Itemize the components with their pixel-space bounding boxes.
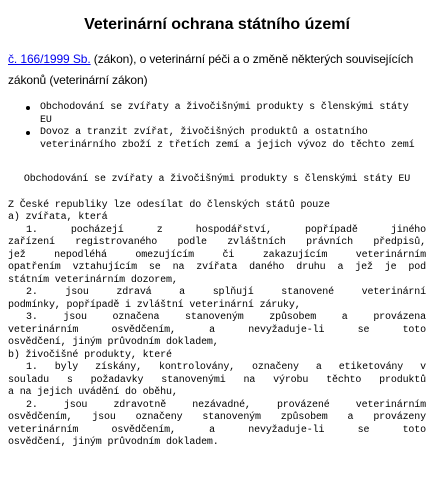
page-title: Veterinární ochrana státního území [84, 16, 350, 33]
body-line: 2. jsou zdravotně nezávadné, provázené veterinárním [26, 399, 426, 411]
body-line: zařízení registrovaného podle zvláštních právních předpisů, [8, 237, 426, 248]
body-line: a na jejich uvádění do oběhu, [8, 387, 178, 398]
body-line: 1. byly získány, kontrolovány, označeny a etiketovány v [26, 362, 426, 373]
body-line: b) živočišné produkty, které [8, 349, 172, 361]
body-line: státním veterinárním dozorem, [8, 274, 178, 286]
body-line: 3. jsou označena stanoveným způsobem a provázena [26, 312, 426, 323]
body-line: veterinárním osvědčením, a nevyžaduje-li se toto [8, 324, 426, 336]
law-intro [8, 49, 426, 91]
toc-list [8, 102, 426, 152]
body-line: 2. jsou zdravá a splňují stanovené veterinární [26, 287, 426, 298]
law-link[interactable]: č. 166/1999 Sb. [8, 52, 91, 66]
body-line: podmínky, popřípadě i zvláštní veterinární záruky, [8, 299, 301, 311]
body-line: 1. pocházejí z hospodářství, popřípadě jiného [26, 224, 426, 236]
law-description: (zákon), o veterinární péči a o změně některých souvisejících zákonů (veterinární zákon) [8, 52, 414, 87]
body-line: jež nepodléhá omezujícím či zakazujícím veterinárním [8, 249, 426, 261]
body-line: veterinárním osvědčením, a nevyžaduje-li se toto [8, 424, 426, 436]
body-line: osvědčením, jsou označeny stanoveným způsobem a provázeny [8, 412, 426, 423]
section-body [8, 200, 426, 450]
toc-item-trade-eu: Obchodování se zvířaty a živočišnými produkty s členskými státy EU [40, 102, 426, 127]
body-line: opatřením vztahujícím se na zvířata daného druhu a jež je pod [8, 262, 426, 273]
body-line: osvědčení, jiným průvodním dokladem, [8, 337, 219, 348]
toc-item-import-transit: Dovoz a tranzit zvířat, živočišných produktů a ostatního veterinárního zboží z třetích zemí a jejich vývoz do těchto zemí [40, 127, 426, 152]
body-line: a) zvířata, která [8, 212, 108, 223]
section-heading: Obchodování se zvířaty a živočišnými produkty s členskými státy EU [23, 174, 411, 185]
body-line: souladu s požadavky stanovenými na výrobu těchto produktů [8, 374, 426, 386]
body-line: Z České republiky lze odesílat do členských států pouze [8, 199, 330, 211]
body-line: osvědčení, jiným průvodním dokladem. [8, 437, 219, 448]
